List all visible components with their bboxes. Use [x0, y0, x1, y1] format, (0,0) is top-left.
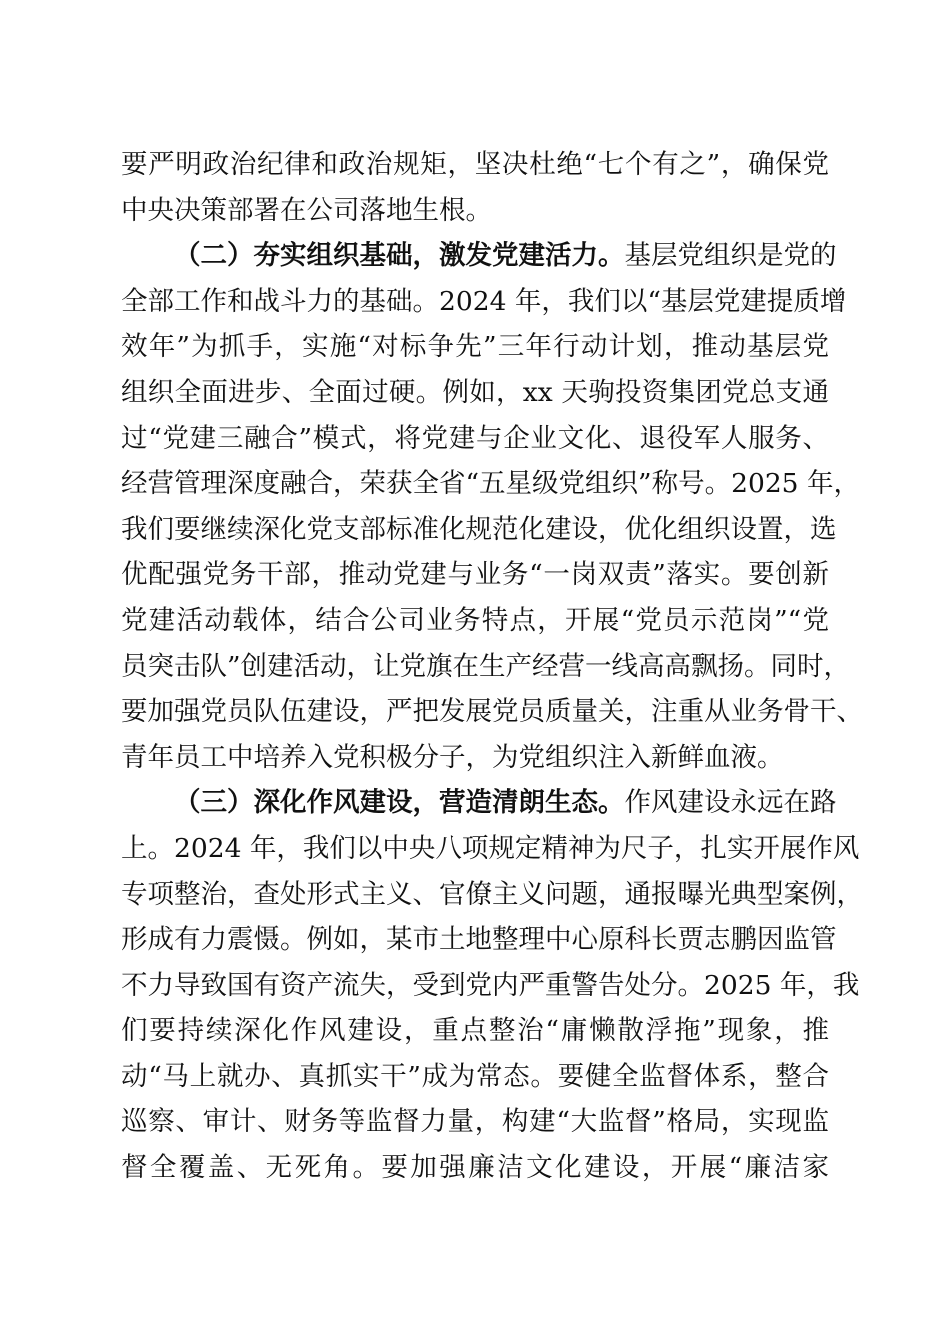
body-text — [121, 142, 863, 1191]
text-line: 动“马上就办、真抓实干”成为常态。要健全监督体系，整合 — [121, 1060, 829, 1092]
text-line: 督全覆盖、无死角。要加强廉洁文化建设，开展“廉洁家 — [121, 1152, 829, 1184]
text-run: 作风建设永远在路 — [624, 787, 837, 819]
section-heading: （二）夯实组织基础，激发党建活力。 — [174, 240, 625, 272]
paragraph-first-line — [121, 780, 837, 826]
text-line: 党建活动载体，结合公司业务特点，开展“党员示范岗”“党 — [121, 604, 829, 636]
text-line: 不力导致国有资产流失，受到党内严重警告处分。2025 年，我 — [121, 969, 860, 1001]
text-line: 中央决策部署在公司落地生根。 — [121, 194, 492, 226]
text-run: 基层党组织是党的 — [624, 240, 837, 272]
text-line: 优配强党务干部，推动党建与业务“一岗双责”落实。要创新 — [121, 559, 829, 591]
text-line: 过“党建三融合”模式，将党建与企业文化、退役军人服务、 — [121, 422, 829, 454]
section-heading: （三）深化作风建设，营造清朗生态。 — [174, 787, 625, 819]
text-line: 巡察、审计、财务等监督力量，构建“大监督”格局，实现监 — [121, 1106, 829, 1138]
text-line: 形成有力震慑。例如，某市土地整理中心原科长贾志鹏因监管 — [121, 924, 837, 956]
text-line: 专项整治，查处形式主义、官僚主义问题，通报曝光典型案例， — [121, 878, 863, 910]
text-line: 员突击队”创建活动，让党旗在生产经营一线高高飘扬。同时， — [121, 650, 851, 682]
paragraph-first-line — [121, 233, 837, 279]
text-line: 经营管理深度融合，荣获全省“五星级党组织”称号。2025 年， — [121, 468, 860, 500]
text-line: 要加强党员队伍建设，严把发展党员质量关，注重从业务骨干、 — [121, 696, 863, 728]
paragraph-1 — [121, 142, 829, 233]
text-line: 要严明政治纪律和政治规矩，坚决杜绝“七个有之”，确保党 — [121, 149, 829, 180]
paragraph-2 — [121, 233, 863, 780]
text-line: 上。2024 年，我们以中央八项规定精神为尺子，扎实开展作风 — [121, 832, 860, 864]
text-line: 组织全面进步、全面过硬。例如，xx 天驹投资集团党总支通 — [121, 376, 829, 408]
text-line: 我们要继续深化党支部标准化规范化建设，优化组织设置，选 — [121, 513, 837, 545]
paragraph-3 — [121, 780, 863, 1190]
text-line: 青年员工中培养入党积极分子，为党组织注入新鲜血液。 — [121, 741, 784, 773]
text-line: 全部工作和战斗力的基础。2024 年，我们以“基层党建提质增 — [121, 285, 847, 317]
text-line: 们要持续深化作风建设，重点整治“庸懒散浮拖”现象，推 — [121, 1015, 829, 1047]
text-line: 效年”为抓手，实施“对标争先”三年行动计划，推动基层党 — [121, 331, 829, 363]
